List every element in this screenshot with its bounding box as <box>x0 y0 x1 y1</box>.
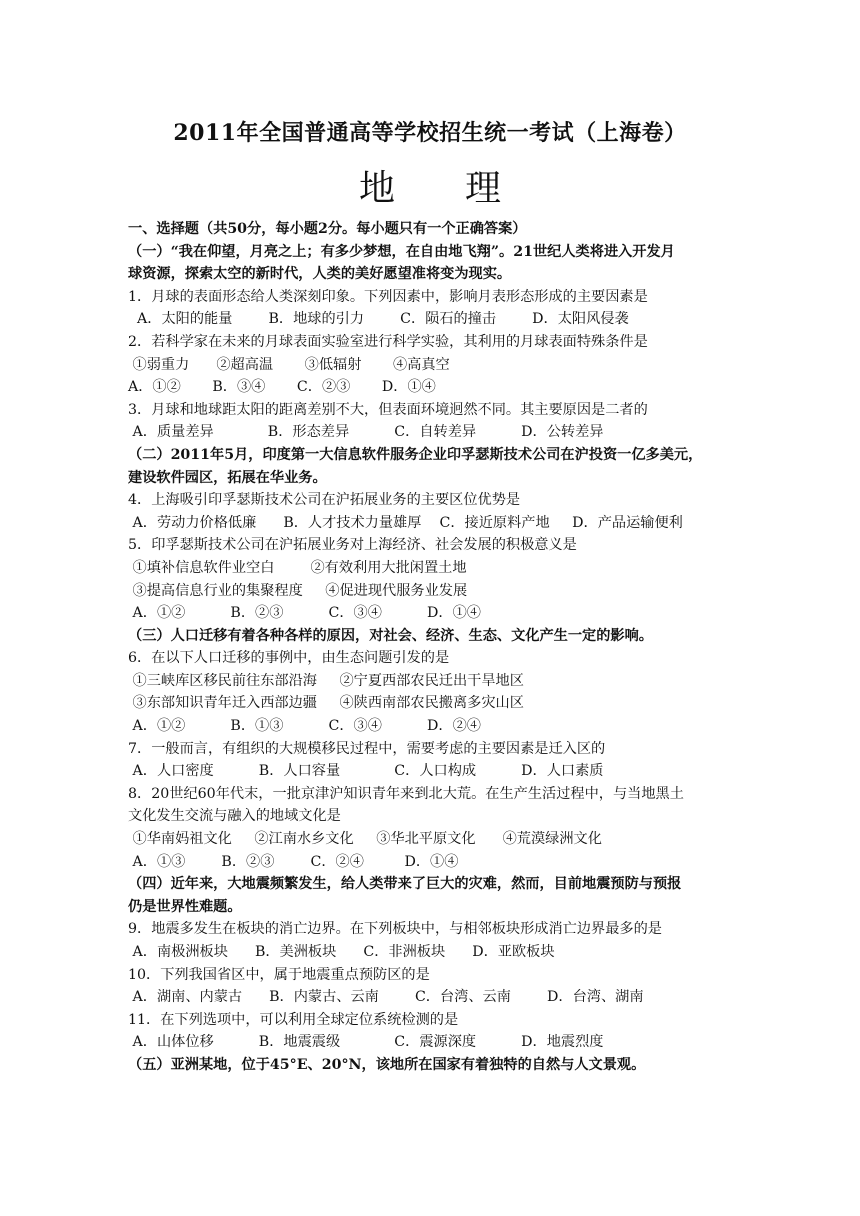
question-line: A．人口密度 B．人口容量 C．人口构成 D．人口素质 <box>128 763 604 780</box>
question-line: 文化发生交流与融入的地域文化是 <box>128 808 341 825</box>
question-line: 10．下列我国省区中，属于地震重点预防区的是 <box>128 966 430 983</box>
section-heading-line: （四）近年来，大地震频繁发生，给人类带来了巨大的灾难，然而，目前地震预防与预报 <box>128 876 682 893</box>
subject-char-1: 地 <box>358 168 395 209</box>
question-line: 9．地震多发生在板块的消亡边界。在下列板块中，与相邻板块形成消亡边界最多的是 <box>128 921 662 938</box>
question-line: A．①② B．③④ C．②③ D．①④ <box>128 379 436 396</box>
subject-char-2: 理 <box>465 168 502 209</box>
question-line: A．质量差异 B．形态差异 C．自转差异 D．公转差异 <box>128 424 604 441</box>
question-line: 2．若科学家在未来的月球表面实验室进行科学实验，其利用的月球表面特殊条件是 <box>128 333 648 350</box>
question-line: A．①③ B．②③ C．②④ D．①④ <box>128 853 459 870</box>
question-line: ①弱重力 ②超高温 ③低辐射 ④高真空 <box>128 356 450 373</box>
section-heading-line: （一）“我在仰望，月亮之上；有多少梦想，在自由地飞翔”。21世纪人类将进入开发月 <box>128 243 675 260</box>
question-line: ①填补信息软件业空白 ②有效利用大批闲置土地 <box>128 559 467 576</box>
exam-title: 2011年全国普通高等学校招生统一考试（上海卷） <box>173 120 687 146</box>
section-heading-line: 球资源，探索太空的新时代，人类的美好愿望准将变为现实。 <box>128 266 512 283</box>
question-line: A．太阳的能量 B．地球的引力 C．陨石的撞击 D．太阳风侵袭 <box>128 311 629 328</box>
question-line: A．湖南、内蒙古 B．内蒙古、云南 C．台湾、云南 D．台湾、湖南 <box>128 989 644 1006</box>
question-line: ①华南妈祖文化 ②江南水乡文化 ③华北平原文化 ④荒漠绿洲文化 <box>128 831 602 848</box>
question-line: 7．一般而言，有组织的大规模移民过程中，需要考虑的主要因素是迁入区的 <box>128 740 606 757</box>
question-line: 5．印孚瑟斯技术公司在沪拓展业务对上海经济、社会发展的积极意义是 <box>128 537 577 554</box>
question-line: A．①② B．①③ C．③④ D．②④ <box>128 718 481 735</box>
question-line: A．①② B．②③ C．③④ D．①④ <box>128 605 481 622</box>
section-heading-line: （二）2011年5月，印度第一大信息软件服务企业印孚瑟斯技术公司在沪投资一亿多美元， <box>128 446 703 463</box>
question-line: 3．月球和地球距太阳的距离差别不大，但表面环境迥然不同。其主要原因是二者的 <box>128 401 648 418</box>
question-line: ①三峡库区移民前往东部沿海 ②宁夏西部农民迁出干旱地区 <box>128 672 524 689</box>
section-heading-line: （三）人口迁移有着各种各样的原因，对社会、经济、生态、文化产生一定的影响。 <box>128 627 653 644</box>
question-line: A．山体位移 B．地震震级 C．震源深度 D．地震烈度 <box>128 1034 604 1051</box>
section-heading-line: 仍是世界性难题。 <box>128 898 242 915</box>
question-line: A．南极洲板块 B．美洲板块 C．非洲板块 D．亚欧板块 <box>128 944 555 960</box>
question-line: ③提高信息行业的集聚程度 ④促进现代服务业发展 <box>128 582 468 599</box>
question-line: 8．20世纪60年代末，一批京津沪知识青年来到北大荒。在生产生活过程中，与当地黑土 <box>128 785 684 802</box>
question-line: A．劳动力价格低廉 B．人才技术力量雄厚 C．接近原料产地 D．产品运输便利 <box>128 514 683 531</box>
section-heading-line: （五）亚洲某地，位于45°E、20°N，该地所在国家有着独特的自然与人文景观。 <box>128 1056 646 1073</box>
question-line: 6．在以下人口迁移的事例中，由生态问题引发的是 <box>128 650 450 667</box>
section-heading-line: 一、选择题（共50分，每小题2分。每小题只有一个正确答案） <box>128 221 527 237</box>
exam-body <box>128 218 738 1077</box>
question-line: 4．上海吸引印孚瑟斯技术公司在沪拓展业务的主要区位优势是 <box>128 492 521 509</box>
section-heading-line: 建设软件园区，拓展在华业务。 <box>128 469 327 486</box>
subject-title <box>0 160 860 211</box>
question-line: ③东部知识青年迁入西部边疆 ④陕西南部农民搬离多灾山区 <box>128 695 524 712</box>
question-line: 11．在下列选项中，可以利用全球定位系统检测的是 <box>128 1011 459 1028</box>
question-line: 1．月球的表面形态给人类深刻印象。下列因素中，影响月表形态形成的主要因素是 <box>128 288 648 305</box>
